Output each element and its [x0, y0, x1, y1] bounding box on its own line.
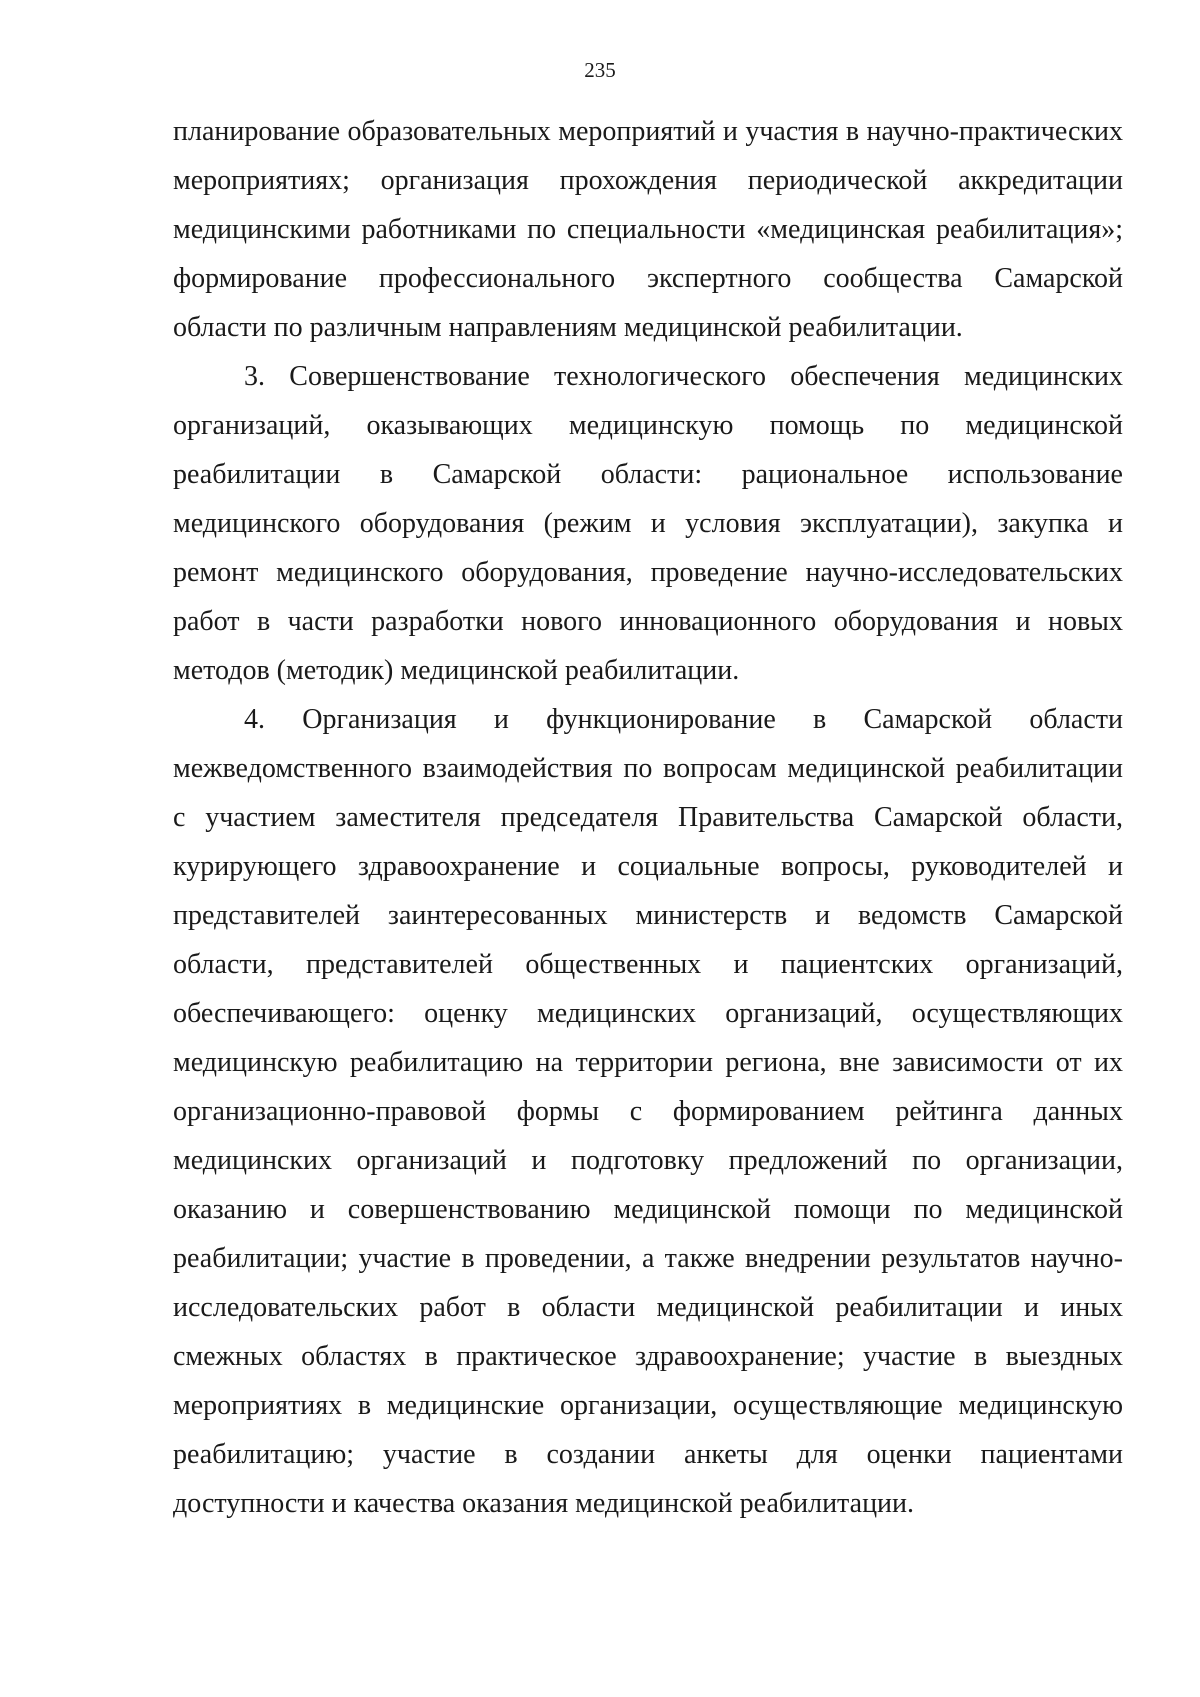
paragraph-item-4: 4. Организация и функционирование в Самарской области межведомственного взаимодействия по вопросам медицинской реабилитации с участием заместителя председателя Правительства Самарской области, курирующего здравоохранение и социальные вопросы, руководителей и представителей заинтересованных министерств и ведомств Самарской области, представителей общественных и пациентских организаций, обеспечивающего: оценку медицинских организаций, осуществляющих медицинскую реабилитацию на территории региона, вне зависимости от их организационно-правовой формы с формированием рейтинга данных медицинских организаций и подготовку предложений по организации, оказанию и совершенствованию медицинской помощи по медицинской реабилитации; участие в проведении, а также внедрении результатов научно-исследовательских работ в области медицинской реабилитации и иных смежных областях в практическое здравоохранение; участие в выездных мероприятиях в медицинские организации, осуществляющие медицинскую реабилитацию; участие в создании анкеты для оценки пациентами доступности и качества оказания медицинской реабилитации.	[173, 704, 1123, 1519]
paragraph-continuation: планирование образовательных мероприятий и участия в научно-практических мероприятиях; организация прохождения периодической аккредитации медицинскими работниками по специальности «медицинская реабилитация»; формирование профессионального экспертного сообщества Самарской области по различным направлениям медицинской реабилитации.	[173, 116, 1123, 343]
paragraph-item-3: 3. Совершенствование технологического обеспечения медицинских организаций, оказывающих медицинскую помощь по медицинской реабилитации в Самарской области: рациональное использование медицинского оборудования (режим и условия эксплуатации), закупка и ремонт медицинского оборудования, проведение научно-исследовательских работ в части разработки нового инновационного оборудования и новых методов (методик) медицинской реабилитации.	[173, 361, 1123, 686]
page-number: 235	[584, 58, 616, 82]
document-body	[173, 107, 1123, 1528]
